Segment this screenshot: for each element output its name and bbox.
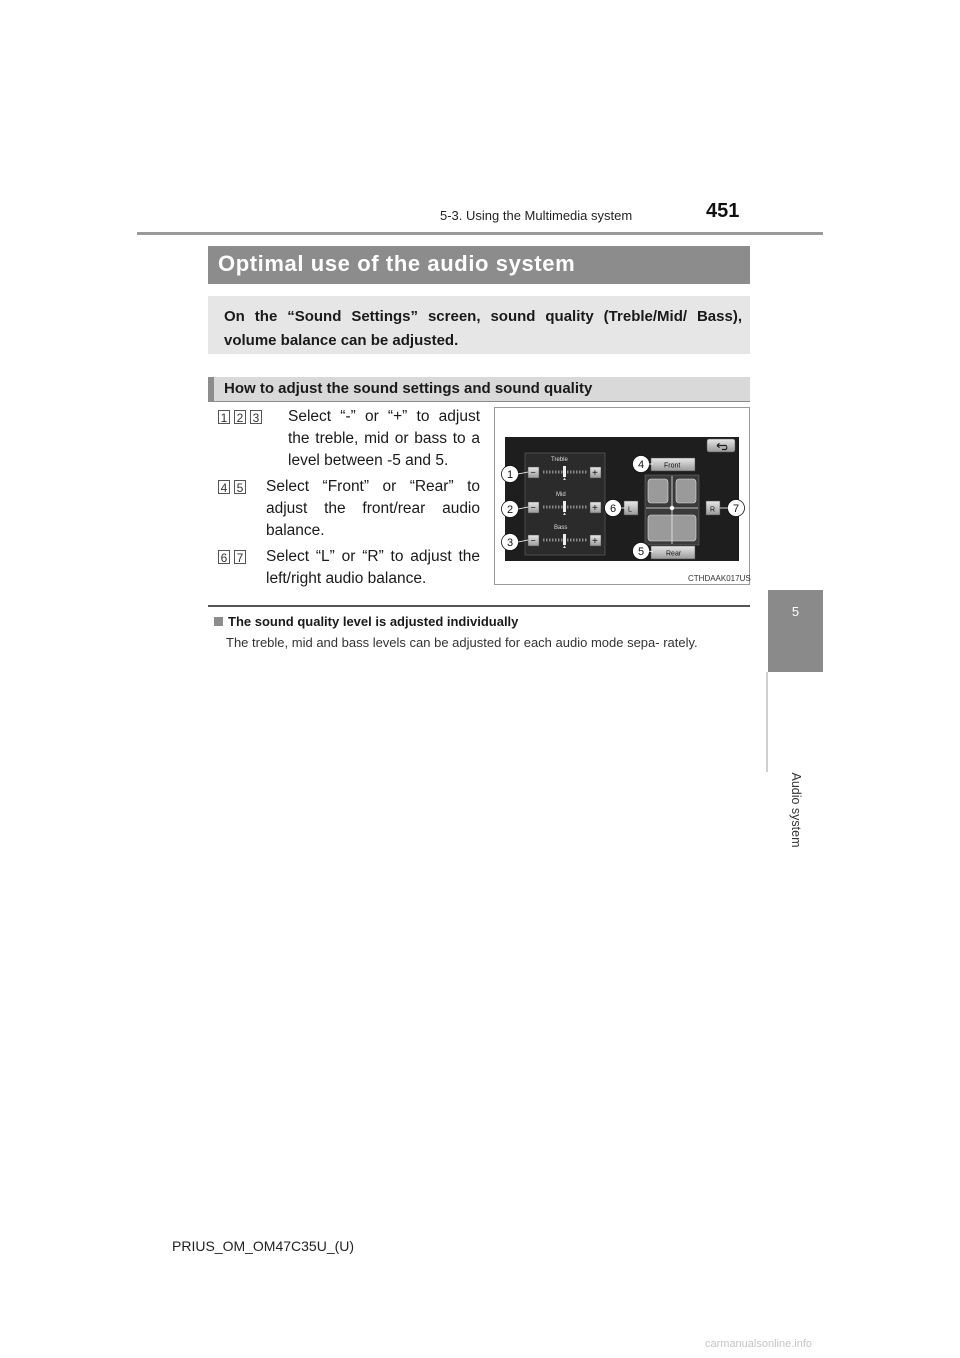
step-numbers-6-7 <box>218 550 246 564</box>
treble-plus-button[interactable] <box>590 467 601 479</box>
chapter-label <box>784 750 808 870</box>
minus-symbol: − <box>530 467 536 478</box>
square-bullet-icon <box>214 617 223 626</box>
plus-symbol: + <box>592 503 598 514</box>
callout-number: 1 <box>506 469 514 481</box>
side-divider <box>766 672 768 772</box>
front-left-seat-icon <box>648 479 668 503</box>
step-text-balance: Select “L” or “R” to adjust the left/right audio balance. <box>266 548 480 587</box>
watermark: carmanualsonline.info <box>705 1338 813 1350</box>
bass-minus-button[interactable] <box>528 535 539 546</box>
front-button[interactable] <box>651 458 695 471</box>
note-body: The treble, mid and bass levels can be adjusted for each audio mode sepa- rately. <box>226 635 698 650</box>
callout-number: 3 <box>506 537 514 549</box>
sound-settings-screen <box>495 408 749 584</box>
step-number: 6 <box>218 550 230 564</box>
step-number: 1 <box>218 410 230 424</box>
callout-number: 6 <box>609 503 617 515</box>
callout-number: 5 <box>637 546 645 558</box>
plus-symbol: + <box>592 536 598 547</box>
callout-number: 4 <box>637 459 645 471</box>
subheading-rule <box>208 401 750 402</box>
subheading: How to adjust the sound settings and sound quality <box>224 380 593 397</box>
front-label: Front <box>664 462 681 470</box>
seat-balance-map <box>645 475 699 545</box>
callout-number: 7 <box>732 503 740 515</box>
step-text-fader: Select “Front” or “Rear” to adjust the front/rear audio balance. <box>266 478 480 539</box>
mid-plus-button[interactable] <box>590 502 601 514</box>
bass-plus-button[interactable] <box>590 535 601 547</box>
step-numbers-4-5 <box>218 480 246 494</box>
minus-symbol: − <box>530 502 536 513</box>
chapter-tab <box>768 590 823 672</box>
step-text-tone: Select “-” or “+” to adjust the treble, mid or bass to a level between -5 and 5. <box>288 408 480 469</box>
manual-code: PRIUS_OM_OM47C35U_(U) <box>172 1238 355 1254</box>
left-label: L <box>628 506 632 514</box>
balance-point[interactable] <box>670 506 674 510</box>
front-right-seat-icon <box>676 479 696 503</box>
right-button[interactable] <box>706 501 720 515</box>
page-title: Optimal use of the audio system <box>218 251 576 276</box>
plus-symbol: + <box>592 468 598 479</box>
mid-minus-button[interactable] <box>528 502 539 513</box>
header-divider <box>137 232 823 235</box>
left-button[interactable] <box>624 501 638 515</box>
chapter-label-text: Audio system <box>789 772 803 848</box>
callout-number: 2 <box>506 504 514 516</box>
rear-button[interactable] <box>651 546 695 559</box>
figure-code: CTHDAAK017US <box>688 574 751 583</box>
step-numbers-1-3 <box>218 410 262 424</box>
treble-label: Treble <box>551 457 568 463</box>
note-heading <box>214 614 518 629</box>
chapter-number: 5 <box>791 604 800 619</box>
step-number: 5 <box>234 480 246 494</box>
right-label: R <box>710 506 716 514</box>
step-number: 2 <box>234 410 246 424</box>
intro-text: On the “Sound Settings” screen, sound quality (Treble/Mid/ Bass), volume balance can be adjusted. <box>224 308 742 349</box>
section-title: 5-3. Using the Multimedia system <box>440 208 633 223</box>
step-number: 7 <box>234 550 246 564</box>
bass-label: Bass <box>554 525 568 531</box>
section-divider <box>208 605 750 607</box>
minus-symbol: − <box>530 535 536 546</box>
page-number: 451 <box>706 200 740 222</box>
step-number: 3 <box>250 410 262 424</box>
mid-label: Mid <box>556 492 566 498</box>
back-button[interactable] <box>707 439 735 452</box>
sound-settings-figure <box>494 407 750 585</box>
note-heading-text: The sound quality level is adjusted individually <box>228 614 519 629</box>
treble-minus-button[interactable] <box>528 467 539 478</box>
rear-label: Rear <box>666 550 682 558</box>
step-number: 4 <box>218 480 230 494</box>
